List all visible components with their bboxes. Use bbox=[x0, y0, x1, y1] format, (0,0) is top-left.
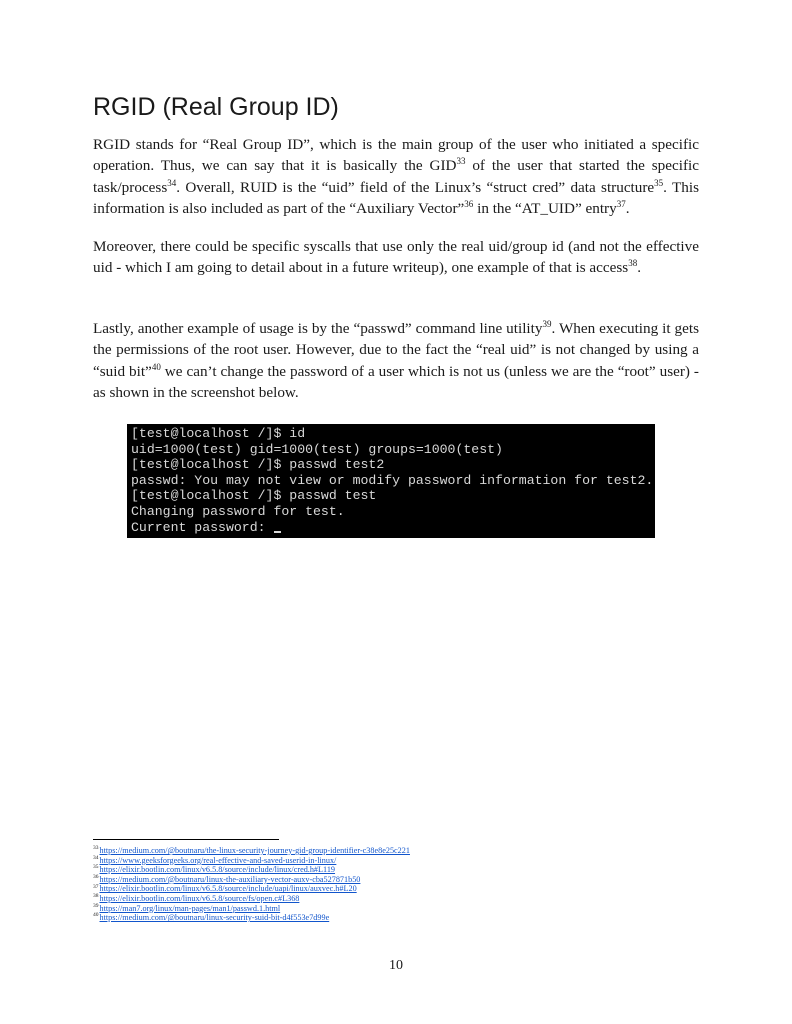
footnote-link[interactable]: https://elixir.bootlin.com/linux/v6.5.8/source/fs/open.c#L368 bbox=[99, 893, 300, 903]
footnote-ref[interactable]: 33 bbox=[456, 156, 466, 167]
footnote-ref[interactable]: 35 bbox=[654, 177, 664, 188]
text-segment: Moreover, there could be specific syscalls that use only the real uid/group id (and not the effective uid - which I am going to detail about in a future writeup), one example of that is access bbox=[93, 238, 699, 277]
text-segment: . bbox=[625, 200, 630, 218]
footnote-number: 35 bbox=[93, 864, 99, 871]
text-segment: . bbox=[637, 259, 641, 277]
footnote-link[interactable]: https://medium.com/@boutnaru/linux-the-auxiliary-vector-auxv-cba527871b50 bbox=[99, 874, 361, 884]
cursor-icon bbox=[274, 531, 281, 533]
paragraph-rgid-definition bbox=[93, 134, 699, 220]
footnote-item bbox=[93, 894, 713, 904]
terminal-line: [test@localhost /]$ id bbox=[131, 426, 306, 441]
footnote-item bbox=[93, 904, 713, 914]
footnote-number: 34 bbox=[93, 854, 99, 861]
footnote-link[interactable]: https://medium.com/@boutnaru/linux-security-suid-bit-d4f553e7d99e bbox=[99, 913, 330, 923]
text-segment: of the user that started the specific task/process bbox=[93, 157, 699, 196]
text-segment: in the “AT_UID” entry bbox=[473, 200, 617, 218]
footnote-number: 39 bbox=[93, 902, 99, 909]
footnote-ref[interactable]: 38 bbox=[628, 258, 638, 269]
text-segment: . Overall, RUID is the “uid” field of the Linux’s “struct cred” data structure bbox=[176, 178, 655, 196]
paragraph-passwd-example bbox=[93, 318, 699, 404]
terminal-line: Changing password for test. bbox=[131, 503, 345, 519]
footnote-ref[interactable]: 40 bbox=[151, 361, 161, 372]
paragraph-syscalls bbox=[93, 236, 699, 279]
terminal-screenshot bbox=[127, 424, 655, 538]
footnote-separator bbox=[93, 839, 279, 840]
footnote-link[interactable]: https://medium.com/@boutnaru/the-linux-security-journey-gid-group-identifier-c38e8e25c221 bbox=[99, 846, 410, 855]
footnote-link[interactable]: https://man7.org/linux/man-pages/man1/passwd.1.html bbox=[99, 903, 281, 913]
terminal-line: uid=1000(test) gid=1000(test) groups=1000(test) bbox=[131, 441, 503, 457]
footnote-number: 40 bbox=[93, 912, 99, 919]
footnote-item bbox=[93, 884, 713, 894]
footnote-number: 37 bbox=[93, 883, 99, 890]
terminal-line: passwd: You may not view or modify password information for test2. bbox=[131, 472, 654, 488]
footnote-item bbox=[93, 846, 713, 856]
text-segment: . When executing it gets the permissions of the root user. However, due to the fact the “real uid” is not changed by using a “suid bit” bbox=[93, 320, 699, 380]
text-segment: . This information is also included as part of the “Auxiliary Vector” bbox=[93, 178, 699, 218]
footnote-item bbox=[93, 913, 713, 923]
footnote-link[interactable]: https://elixir.bootlin.com/linux/v6.5.8/source/include/uapi/linux/auxvec.h#L20 bbox=[99, 884, 357, 894]
footnote-item bbox=[93, 865, 713, 875]
terminal-line: [test@localhost /]$ passwd test bbox=[131, 488, 377, 504]
footnote-item bbox=[93, 875, 713, 885]
text-segment: Lastly, another example of usage is by the “passwd” command line utility bbox=[93, 320, 543, 337]
footnote-ref[interactable]: 37 bbox=[616, 199, 626, 210]
terminal-line: [test@localhost /]$ passwd test2 bbox=[131, 457, 385, 473]
text-segment: we can’t change the password of a user which is not us (unless we are the “root” user) - as shown in the screenshot below. bbox=[93, 362, 699, 402]
footnote-link[interactable]: https://elixir.bootlin.com/linux/v6.5.8/source/include/linux/cred.h#L119 bbox=[99, 865, 336, 875]
footnote-item bbox=[93, 856, 713, 866]
text-segment: RGID stands for “Real Group ID”, which is the main group of the user who initiated a specific operation. Thus, we can say that it is basically the GID bbox=[93, 136, 699, 175]
footnote-ref[interactable]: 39 bbox=[542, 318, 552, 329]
section-heading: RGID (Real Group ID) bbox=[93, 93, 339, 121]
footnote-link[interactable]: https://www.geeksforgeeks.org/real-effective-and-saved-userid-in-linux/ bbox=[99, 855, 337, 865]
footnote-number: 36 bbox=[93, 874, 99, 881]
footnote-number: 38 bbox=[93, 893, 99, 900]
footnote-ref[interactable]: 34 bbox=[167, 177, 177, 188]
footnote-ref[interactable]: 36 bbox=[464, 199, 474, 210]
terminal-prompt-line bbox=[131, 520, 651, 536]
footnotes bbox=[93, 846, 713, 923]
page-number: 10 bbox=[389, 958, 403, 973]
footnote-number: 33 bbox=[93, 845, 99, 852]
terminal-line: Current password: bbox=[131, 519, 274, 535]
